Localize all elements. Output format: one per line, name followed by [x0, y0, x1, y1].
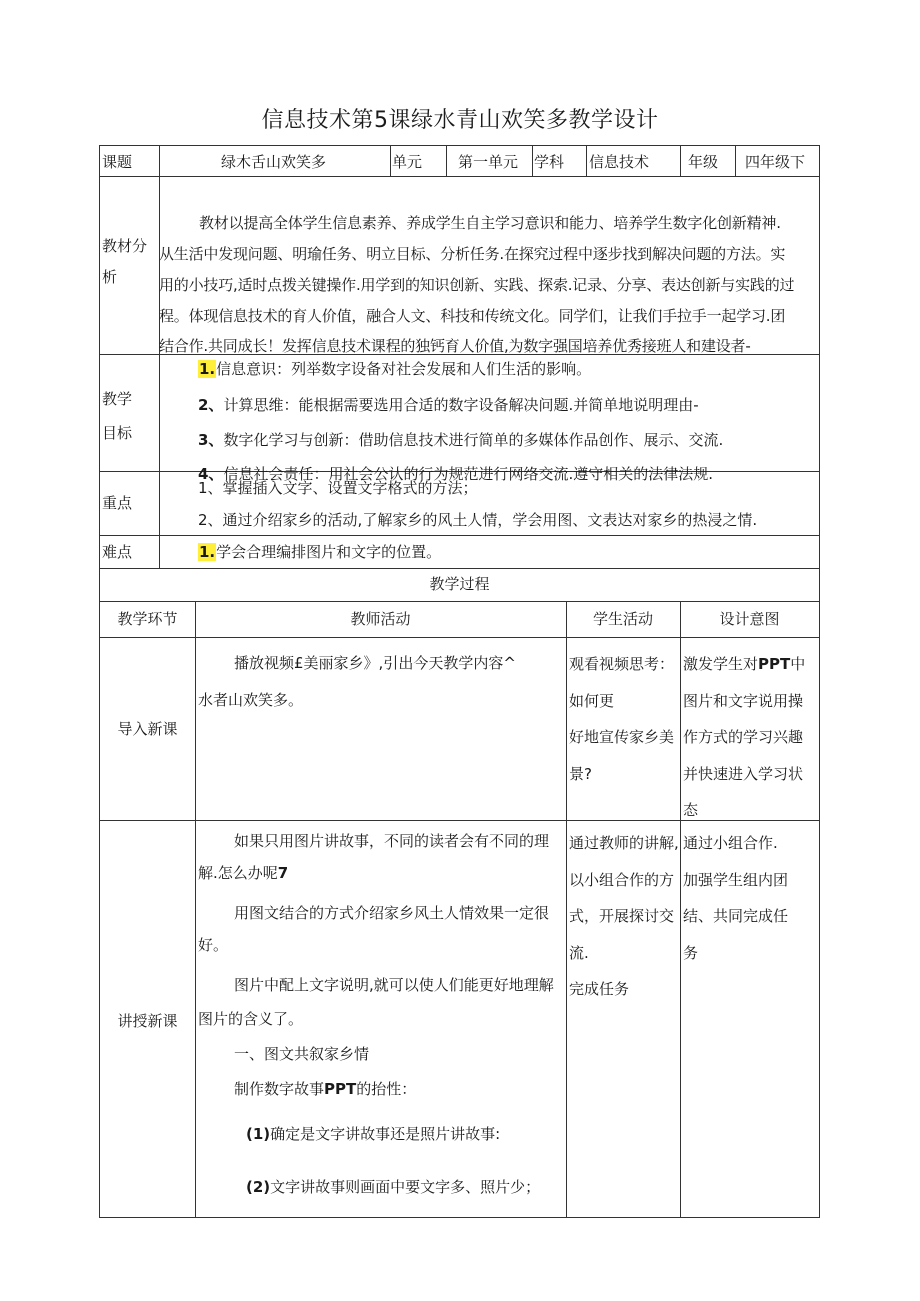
goal-text: 计算思维：能根据需要选用合适的数字设备解决问题.并简单地说明理由- [223, 396, 699, 414]
subject-value: 信息技术 [589, 153, 650, 171]
col-intent-header: 设计意图 [719, 610, 780, 628]
key-points-label: 重点 [102, 494, 133, 512]
intro-design-intent: 激发学生对PPT中 图片和文字说用操 作方式的学习兴趣 并快速进入学习状 态 [683, 655, 806, 819]
goal-number: 1. [199, 360, 216, 378]
goal-number: 3、 [198, 431, 224, 449]
goals-list [160, 355, 818, 483]
intro-teacher-activity: 播放视频£美丽家乡》,引出今天教学内容^ 水者山欢笑多。 [198, 654, 516, 709]
goal-item [198, 395, 699, 415]
analysis-label: 教材分 析 [102, 237, 148, 286]
analysis-line: 用的小技巧,适时点拨关键操作.用学到的知识创新、实践、探索.记录、分享、表达创新与实践的过 [159, 276, 795, 294]
col-teacher-header: 教师活动 [350, 610, 411, 628]
goal-text: 信息意识：列举数字设备对社会发展和人们生活的影响。 [216, 360, 592, 378]
teach-design-intent: 通过小组合作. 加强学生组内团 结、共同完成任 务 [683, 834, 789, 962]
key-point-item: 1、掌握插入文字、设置文字格式的方法； [198, 479, 478, 497]
page-title: 信息技术第5课绿水青山欢笑多教学设计 [261, 108, 659, 133]
goals-label: 教学 目标 [102, 390, 133, 442]
course-value: 绿木舌山欢笑多 [221, 153, 327, 171]
goal-text: 数字化学习与创新：借助信息技术进行简单的多媒体作品创作、展示、交流. [223, 431, 724, 449]
analysis-line: 从生活中发现问题、明瑜任务、明立目标、分析任务.在探究过程中逐步找到解决问题的方法。实 [159, 245, 786, 263]
goal-item [198, 430, 723, 450]
unit-value: 第一单元 [458, 153, 519, 171]
grade-value: 四年级下 [745, 153, 806, 171]
col-student-header: 学生活动 [592, 610, 653, 628]
difficulty-number: 1. [199, 543, 216, 561]
difficulty-label: 难点 [102, 543, 133, 561]
goal-text: 信息社会责任：用社会公认的行为规范进行网络交流.遵守相关的法律法规. [223, 465, 713, 483]
course-label: 课题 [102, 153, 133, 171]
intro-stage: 导入新课 [117, 720, 178, 738]
difficulty-text: 学会合理编排图片和文字的位置。 [216, 543, 442, 561]
analysis-line: 程。体现信息技术的育人价值，融合人文、科技和传统文化。同学们，让我们手拉手一起学习.团 [159, 307, 786, 325]
goal-number: 2、 [198, 396, 224, 414]
analysis-line: 结合作.共同成长！发挥信息技术课程的独钙育人价值,为数字强国培养优秀接班人和建设者- [159, 337, 751, 355]
analysis-line: 教材以提高全体学生信息素养、养成学生自主学习意识和能力、培养学生数字化创新精神. [199, 214, 781, 232]
grade-label: 年级 [688, 153, 719, 171]
goal-item [198, 359, 591, 379]
goal-number: 4、 [198, 465, 224, 483]
unit-label: 单元 [392, 153, 423, 171]
intro-student-activity: 观看视频思考： 如何更 好地宣传家乡美 景? [569, 655, 675, 783]
teach-stage: 讲授新课 [117, 1012, 178, 1030]
process-header: 教学过程 [429, 575, 490, 593]
teach-student-activity: 通过教师的讲解, 以小组合作的方 式，开展探讨交 流. 完成任务 [569, 834, 679, 998]
lesson-plan-table: 课题 绿木舌山欢笑多 单元 第一单元 学科 信息技术 年级 四年级下 教材分 析 教材以提高全体学生信息素养、养成学生自主学习意识和能力、培养学生数字化创新精神. 从生活中发现问题、明瑜任务、明立目标、分析任务.在探究过程中逐步找到解决问题的方法。实 用的小技巧,适时点拨关键操作.用学到的知识创新、实践、探索.记录、分享、表达创新与实践的过 程。体现信息技术的育人价值，融合人文、科技和传统文化。同学们，让我们手拉手一起学习.团 结合作.共同成长！发挥信息技术课程的独钙育人价值,为数字强国培养优秀接班人和建设者- 教学 目标 1.信息意识：列举数字设备对社会发展和人们生活的影响。 2、计算思维：能根据需要选用合适的数字设备解决问题.并简单地说明理由- 3、数字化学习与创新：借助信息技术进行简单的多媒体作品创作、展示、交流. 4、信息社会责任：用社会公认的行为规范进行网络交流.遵守相关的法律法规. 重点 1、掌握插入文字、设置文字格式的方法； 2、通过介绍家乡的活动,了解家乡的风土人情，学会用图、文表达对家乡的热浸之情. 难点 1.学会合理编排图片和文字的位置。 教学过程 教学环节 教师活动 学生活动 设计意图 导入新课 播放视频£美丽家乡》,引出今天教学内容^ 水者山欢笑多。 观看视频思考： 如何更 好地宣传家乡美 景? 激发学生对PPT中 图片和文字说用操 作方式的学习兴趣 并快速进入学习状 态 讲授新课 如果只用图片讲故事，不同的读者会有不同的理 解.怎么办呢7 用图文结合的方式介绍家乡风土人情效果一定很 好。 图片中配上文字说明,就可以使人们能更好地理解 图片的含义了。 一、图文共叙家乡情 制作数字故事PPT的抬性： (1)确定是文字讲故事还是照片讲故事: (2)文字讲故事则画面中要文字多、照片少； 通过教师的讲解, 以小组合作的方 式，开展探讨交 流. 完成任务 通过小组合作. 加强学生组内团 结、共同完成任 务 [99, 145, 820, 1218]
key-point-item: 2、通过介绍家乡的活动,了解家乡的风土人情，学会用图、文表达对家乡的热浸之情. [198, 511, 758, 529]
difficulty-item [198, 542, 441, 562]
subject-label: 学科 [534, 153, 565, 171]
col-stage-header: 教学环节 [117, 610, 178, 628]
